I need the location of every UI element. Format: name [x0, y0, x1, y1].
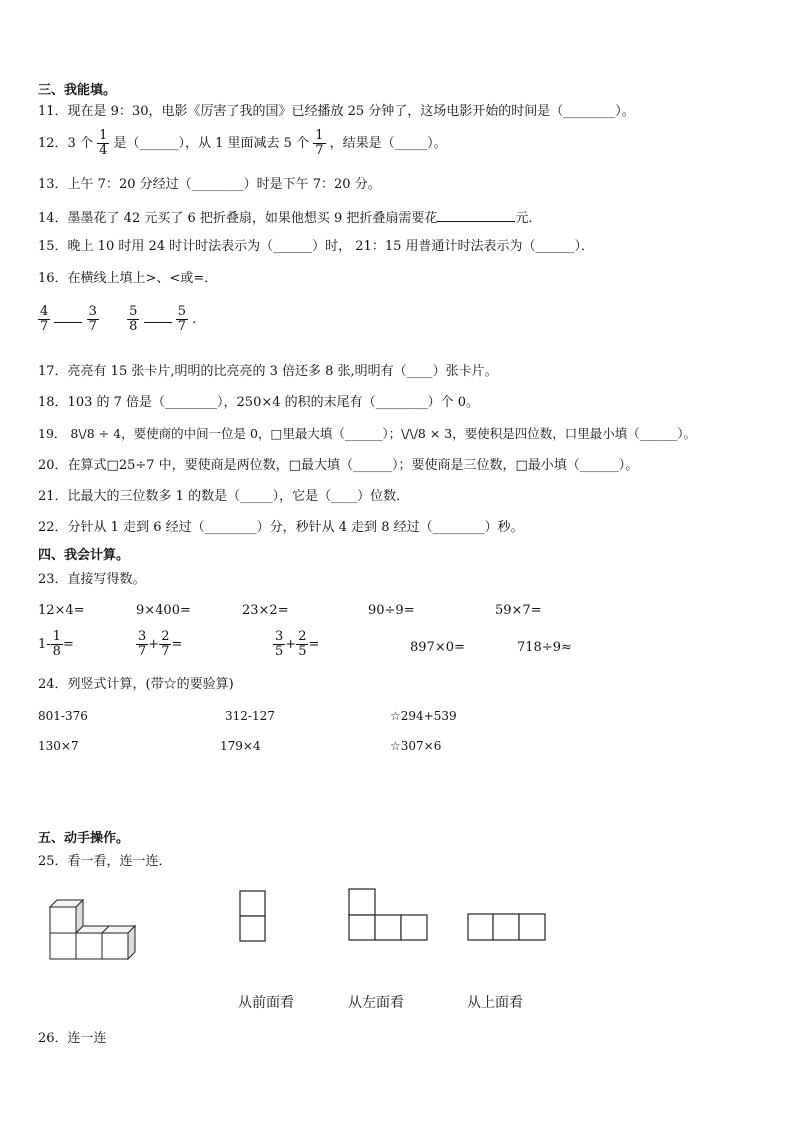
question-20: 20．在算式□25÷7 中，要使商是两位数，□最大填（______）；要使商是三位数，□最小填（______）。 [38, 458, 639, 473]
q24-expr-3: ☆294+539 [390, 709, 457, 723]
question-14 [38, 207, 541, 228]
fraction-1-4: $\frac{1}{4}$ [99, 128, 108, 158]
question-23: 23．直接写得数。 [38, 572, 146, 587]
q16-comparisons [38, 305, 196, 334]
question-11: 11．现在是 9：30，电影《厉害了我的国》已经播放 25 分钟了，这场电影开始的时间是（________）。 [38, 104, 635, 119]
section-3-title: 三、我能填。 [38, 83, 117, 98]
fraction-1-7: $\frac{1}{7}$ [315, 128, 324, 158]
q24-expr-1: 801-376 [38, 709, 88, 723]
q23-expr-2: 9×400= [136, 603, 191, 618]
section-5-title: 五、动手操作。 [38, 831, 130, 846]
q12-text-a: 12．3 个 [38, 136, 93, 151]
q16-fraction-c: $\frac{5}{8}$ [129, 304, 138, 334]
question-19: 19． 8\/8 ÷ 4，要使商的中间一位是 0，□里最大填（______）；\/\/8 × 3，要使积是四位数，口里最小填（______）。 [38, 426, 696, 441]
question-26: 26．连一连 [38, 1031, 107, 1046]
q23-expr-8: $\frac{3}{5}$ + $\frac{2}{5}$ = [275, 629, 320, 659]
q16-fraction-d: $\frac{5}{7}$ [177, 304, 186, 334]
question-15: 15．晚上 10 时用 24 时计时法表示为（______）时， 21：15 用普通计时法表示为（______）． [38, 239, 595, 254]
q23-expr-1: 12×4= [38, 603, 85, 618]
q23-expr-5: 59×7= [495, 603, 542, 618]
q16-fraction-b: $\frac{3}{7}$ [88, 304, 97, 334]
question-16: 16．在横线上填上>、<或=． [38, 271, 218, 286]
question-22: 22．分针从 1 走到 6 经过（________）分，秒针从 4 走到 8 经过（________）秒。 [38, 520, 524, 535]
q14-text-b: 元． [515, 211, 542, 226]
q14-answer-blank [437, 207, 515, 222]
q12-text-c: ，结果是（_____）。 [329, 136, 447, 151]
q23-expr-6: 1- $\frac{1}{8}$ = [38, 629, 74, 659]
q23-expr-4: 90÷9= [368, 603, 415, 618]
q16-blank-2 [144, 312, 172, 323]
q16-blank-1 [54, 312, 82, 323]
q23-expr-9: 897×0= [410, 640, 465, 655]
view-label-left: 从左面看 [348, 995, 404, 1011]
question-18: 18．103 的 7 倍是（________），250×4 的积的末尾有（________）个 0。 [38, 395, 480, 410]
q24-expr-5: 179×4 [220, 739, 261, 753]
q12-text-b: 是（______），从 1 里面减去 5 个 [113, 136, 310, 151]
view-shape-row-three [467, 913, 547, 942]
view-label-front: 从前面看 [238, 995, 294, 1011]
question-13: 13．上午 7：20 分经过（________）时是下午 7：20 分。 [38, 177, 381, 192]
cube-stack-figure [44, 893, 139, 965]
question-25: 25．看一看，连一连． [38, 854, 172, 869]
q23-expr-10: 718÷9≈ [517, 640, 572, 655]
question-12 [38, 129, 447, 158]
view-shape-vertical-two [239, 890, 267, 942]
question-17: 17．亮亮有 15 张卡片,明明的比亮亮的 3 倍还多 8 张,明明有（____）张卡片。 [38, 364, 498, 379]
q16-period: . [192, 312, 197, 327]
q24-expr-4: 130×7 [38, 739, 79, 753]
q14-text-a: 14．墨墨花了 42 元买了 6 把折叠扇，如果他想买 9 把折叠扇需要花 [38, 211, 438, 226]
view-shape-l [348, 888, 428, 942]
q23-expr-7: $\frac{3}{7}$ + $\frac{2}{7}$ = [138, 629, 183, 659]
q24-expr-2: 312-127 [225, 709, 275, 723]
view-label-top: 从上面看 [467, 995, 523, 1011]
q24-expr-6: ☆307×6 [390, 739, 442, 753]
q16-fraction-a: $\frac{4}{7}$ [40, 304, 49, 334]
q23-expr-3: 23×2= [242, 603, 289, 618]
section-4-title: 四、我会计算。 [38, 548, 130, 563]
question-24: 24．列竖式计算，(带☆的要验算) [38, 677, 234, 692]
question-21: 21．比最大的三位数多 1 的数是（_____），它是（____）位数． [38, 489, 410, 504]
